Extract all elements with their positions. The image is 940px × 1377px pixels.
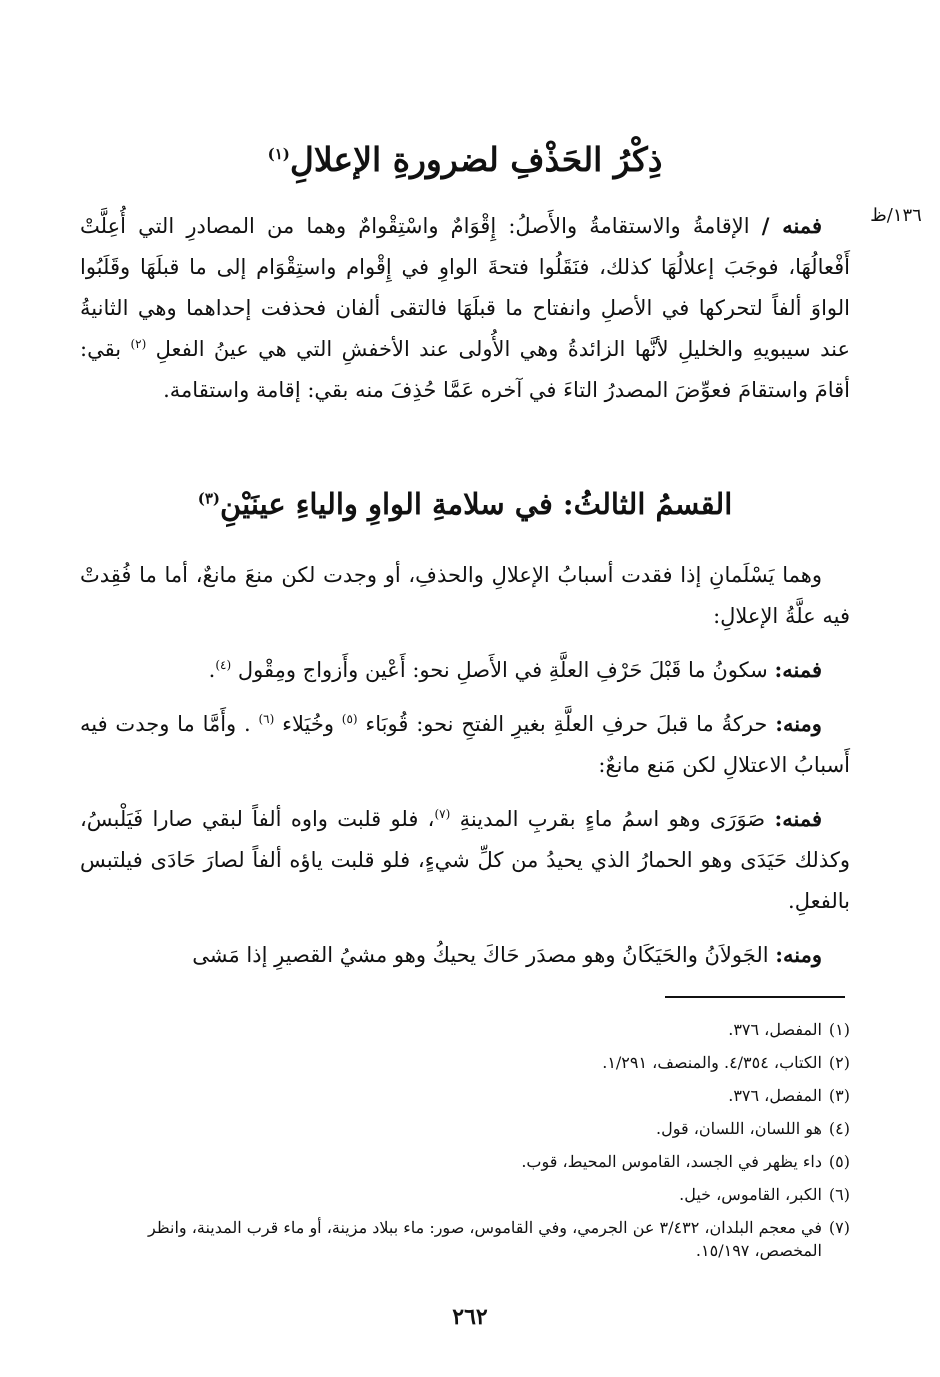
footnote-item: [80, 1117, 850, 1140]
section-2-paragraph-3: [80, 798, 850, 922]
section-1-lead: فمنه /: [761, 213, 822, 238]
chapter-title-footnote-ref: (١): [267, 145, 290, 163]
footnote-text: الكبر، القاموس، خيل.: [679, 1185, 822, 1204]
footnote-ref-5: (٥): [341, 712, 358, 726]
footnote-number: (١): [828, 1020, 850, 1039]
section-1-body: [80, 205, 850, 411]
paragraph-2-lead: ومنه:: [775, 711, 822, 736]
footnote-item: [80, 1216, 850, 1262]
footnote-ref-4: (٤): [215, 658, 232, 672]
footnote-ref-2: (٢): [130, 337, 147, 351]
section-1-paragraph: [80, 205, 850, 411]
footnotes: [80, 1018, 850, 1272]
footnote-number: (٢): [828, 1053, 850, 1072]
paragraph-2-text: حركةُ ما قبلَ حرفِ العلَّةِ بغيرِ الفتحِ نحو: قُوبَاء: [365, 712, 768, 736]
section-2-intro: وهما يَسْلَمانِ إذا فقدت أسبابُ الإعلالِ والحذفِ، أو وجدت لكن منعَ مانعٌ، أما ما فُقِدتْ فيه علَّةُ الإعلالِ:: [80, 563, 850, 628]
footnote-text: في معجم البلدان، ٣/٤٣٢ عن الجرمي، وفي القاموس، صور: ماء ببلاد مزينة، أو ماء قرب المدينة، وانظر المخصص، ١٥/١٩٧.: [148, 1218, 822, 1260]
paragraph-3-text: صَوَرَى وهو اسمُ ماءٍ بقربِ المدينةِ: [459, 807, 766, 831]
footnote-ref-6: (٦): [258, 712, 275, 726]
footnote-text: هو اللسان، اللسان، قول.: [656, 1119, 822, 1138]
section-2-paragraph-4: [80, 934, 850, 976]
footnote-item: [80, 1183, 850, 1206]
footnote-item: [80, 1051, 850, 1074]
paragraph-4-text: الجَولاَنُ والحَيَكَانُ وهو مصدَر حَاكَ يحيكُ وهو مشيُ القصيرِ إذا مَشى: [192, 943, 769, 967]
paragraph-2-mid: وخُيَلاء: [282, 712, 334, 736]
footnote-text: المفصل، ٣٧٦.: [728, 1086, 822, 1105]
footnote-ref-7: (٧): [434, 807, 451, 821]
footnote-number: (٧): [828, 1218, 850, 1237]
section-1-text-continued: بقي: أقامَ واستقامَ فعوِّضَ المصدرُ التاءَ في آخره عَمَّا حُذِفَ منه بقي: إقامة واستقامة.: [80, 337, 850, 402]
footnote-separator: [665, 996, 845, 998]
paragraph-3-end: ، فلو قلبت واوه ألفاً لبقي صارا فَيَلْبسُ، وكذلك حَيَدَى وهو الحمارُ الذي يحيدُ من كلِّ شيءٍ، فلو قلبت ياؤه ألفاً لصارَ حَادَى فيلتبس بالفعلِ.: [80, 807, 850, 913]
footnote-text: المفصل، ٣٧٦.: [728, 1020, 822, 1039]
footnote-item: [80, 1018, 850, 1041]
footnote-text: داء يظهر في الجسد، القاموس المحيط، قوب.: [521, 1152, 822, 1171]
paragraph-2-end: . وأَمَّا ما وجدت فيه أَسبابُ الاعتلالِ لكن مَنع مانعٌ:: [80, 712, 850, 777]
footnote-number: (٦): [828, 1185, 850, 1204]
section-heading-footnote-ref: (٣): [197, 489, 221, 508]
chapter-title-text: ذِكْرُ الحَذْفِ لضرورةِ الإعلالِ: [289, 140, 663, 179]
section-2-paragraph-2: [80, 703, 850, 786]
footnote-number: (٣): [828, 1086, 850, 1105]
paragraph-4-lead: ومنه:: [775, 942, 822, 967]
footnote-number: (٤): [828, 1119, 850, 1138]
chapter-title: [80, 140, 850, 179]
footnote-text: الكتاب، ٤/٣٥٤. والمنصف، ١/٢٩١.: [602, 1053, 822, 1072]
paragraph-1-end: .: [208, 658, 216, 682]
section-heading-text: القسمُ الثالثُ: في سلامةِ الواوِ والياءِ عينَيْنِ: [220, 487, 733, 521]
paragraph-1-text: سكونُ ما قَبْلَ حَرْفِ العلَّةِ في الأَصلِ نحو: أَعْين وأَزواج ومِقْول: [237, 658, 768, 682]
section-heading: [80, 487, 850, 521]
paragraph-3-lead: فمنه:: [774, 806, 822, 831]
footnote-item: [80, 1084, 850, 1107]
section-2-paragraph-1: [80, 649, 850, 691]
page-number: ٢٦٢: [452, 1304, 488, 1330]
footnote-item: [80, 1150, 850, 1173]
paragraph-1-lead: فمنه:: [774, 657, 822, 682]
folio-margin-note: ١٣٦/ظ: [870, 205, 922, 226]
section-1-text: الإقامةُ والاستقامةُ والأَصلُ: إِقْوَامٌ واسْتِقْوامٌ وهما من المصادرِ التي أُعِلَّتْ أَفْعالُهَا، فوجَبَ إعلالُهَا كذلك، فنَقَلُوا فتحةَ الواوِ في إِقْوام واستِقْوَام إلى ما قبلَهَا وقَلَبُوا الواوَ ألفاً لتحركها في الأصلِ وانفتاح ما قبلَهَا فالتقى ألفان فحذفت إحداهما وهي الثانيةُ عند سيبويهِ والخليلِ لأنَّها الزائدةُ وهي الأُولى عند الأخفشِ التي هي عينُ الفعلِ: [80, 214, 850, 361]
footnote-number: (٥): [828, 1152, 850, 1171]
section-2-body: [80, 555, 850, 976]
